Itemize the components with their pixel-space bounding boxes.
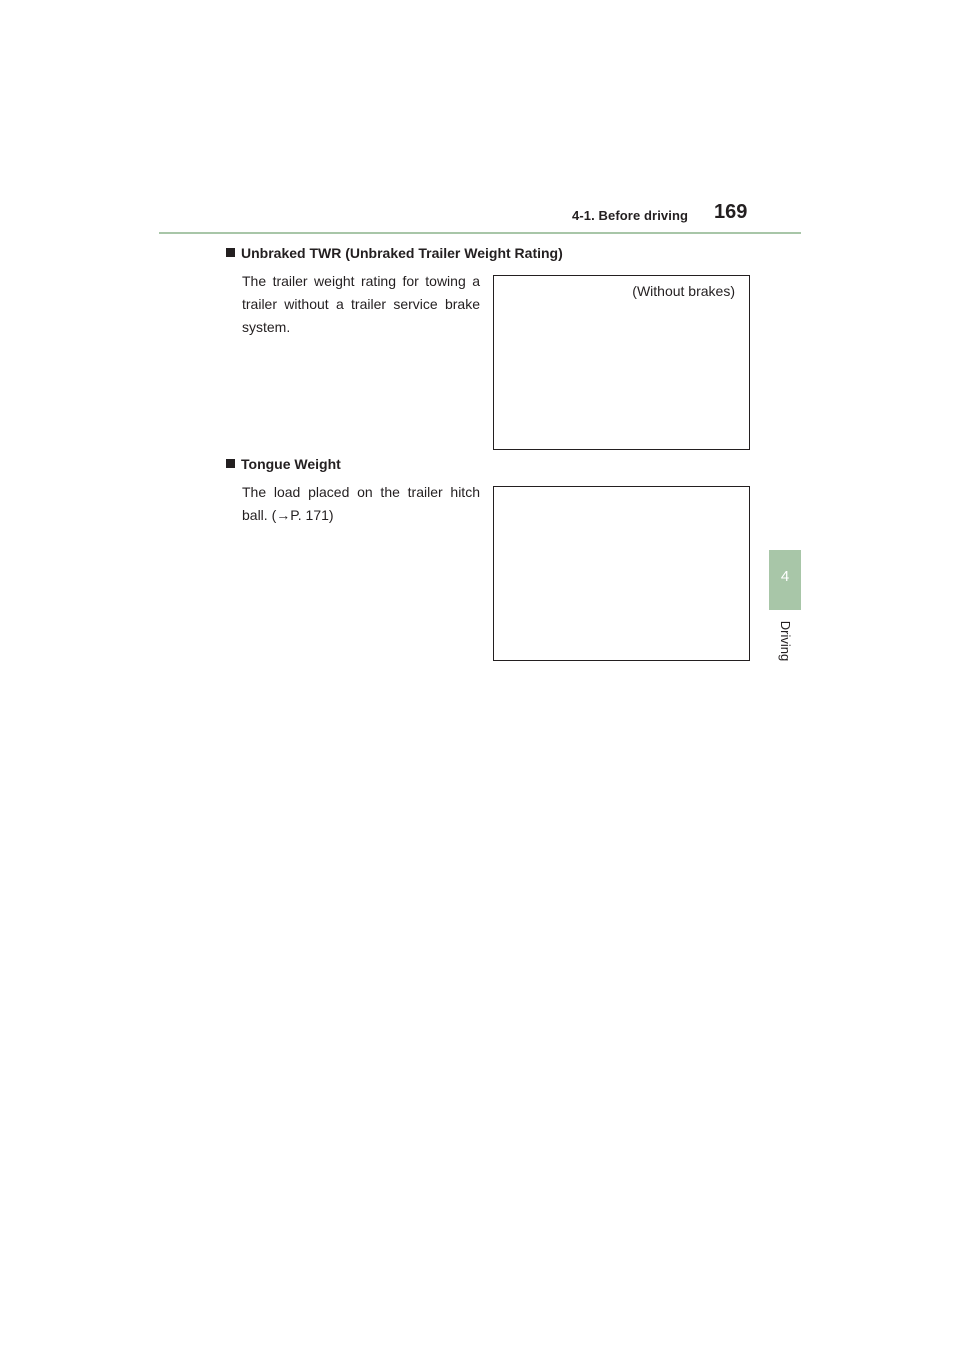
section-heading-text: Tongue Weight (241, 456, 341, 472)
square-bullet-icon (226, 248, 235, 257)
section-title: 4-1. Before driving (572, 208, 689, 223)
section-heading (226, 456, 341, 472)
square-bullet-icon (226, 459, 235, 468)
section-heading-text: Unbraked TWR (Unbraked Trailer Weight Rating) (241, 245, 563, 261)
chapter-number: 4 (780, 568, 790, 585)
chapter-title: Driving (778, 620, 793, 662)
page-number: 169 (714, 201, 748, 223)
chapter-tab (769, 550, 801, 610)
section-heading (226, 245, 563, 261)
figure-caption: (Without brakes) (632, 283, 735, 299)
section-body: The trailer weight rating for towing a trailer without a trailer service brake system. (242, 273, 480, 335)
figure-without-brakes (493, 275, 750, 450)
section-body: The load placed on the trailer hitch ball. (→P. 171) (242, 484, 480, 523)
figure-tongue-weight (493, 486, 750, 661)
header-divider (159, 232, 801, 234)
